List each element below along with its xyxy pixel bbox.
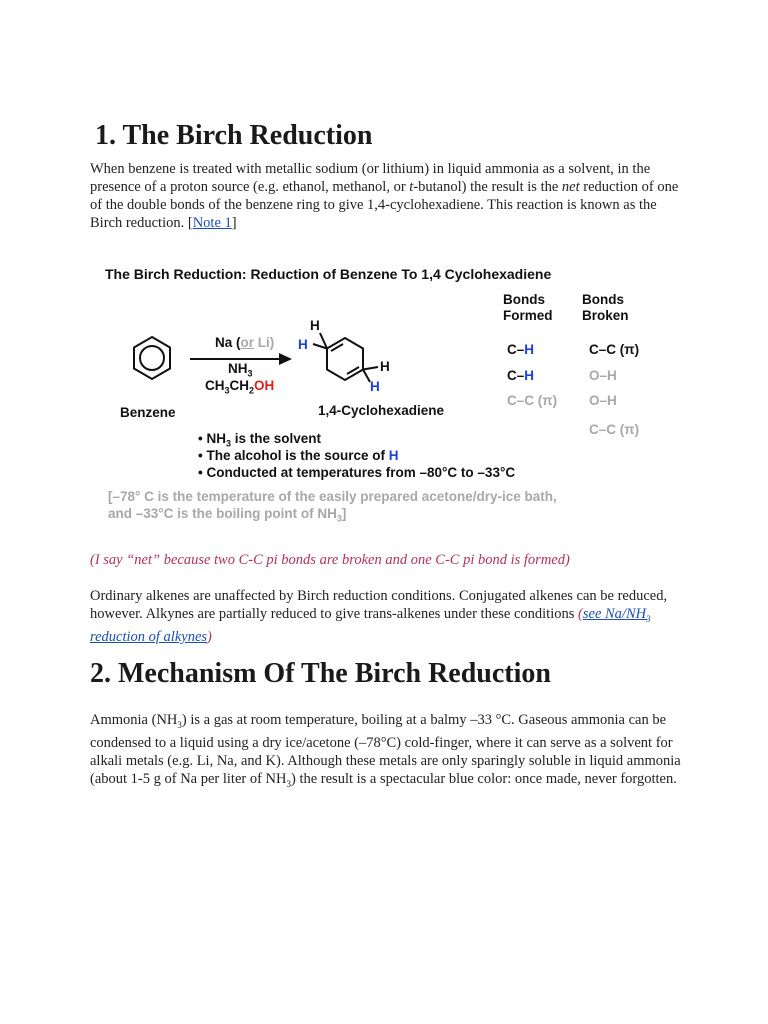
reagent-ethanol: $CH_3CH_2OH$ — [205, 378, 275, 396]
section1-heading: 1. The Birch Reduction — [95, 120, 373, 151]
label-benzene: Benzene — [120, 405, 176, 420]
intro-text-t: t — [409, 179, 414, 195]
bullet-temperature: • Conducted at temperatures from –80°C to –33°C — [198, 465, 516, 480]
bond-broken-4: C–C (π) — [589, 422, 640, 437]
h-atom-top: H — [310, 318, 320, 333]
benzene-structure — [134, 337, 170, 379]
reagent-sodium: Na (or Li) — [215, 335, 275, 350]
bond-formed-3: C–C (π) — [507, 393, 558, 408]
header-bonds-broken-1: Bonds — [582, 292, 624, 307]
bond-broken-2: O–H — [589, 368, 617, 383]
figure-title: The Birch Reduction: Reduction of Benzene To 1,4 Cyclohexadiene — [105, 266, 552, 282]
bullet-solvent: • $NH_3$ is the solvent — [198, 431, 322, 449]
footnote-line-1: [–78° C is the temperature of the easily prepared acetone/dry-ice bath, — [108, 489, 557, 504]
reagent-or: or — [240, 335, 255, 350]
label-cyclohexadiene: 1,4-Cyclohexadiene — [318, 403, 445, 418]
header-bonds-broken-2: Broken — [582, 308, 629, 323]
intro-text-c: reduction of one of the double bonds of the benzene ring to give 1,4-cyclohexadiene. This reaction is known as the Birch reduction. [ — [90, 179, 679, 231]
h-atom-right: H — [380, 359, 390, 374]
intro-paragraph — [90, 160, 690, 232]
intro-text-d: ] — [231, 215, 237, 231]
intro-text-b: -butanol) the result is the — [413, 179, 562, 195]
h-atom-bottom: H — [370, 379, 380, 394]
birch-reduction-figure — [0, 255, 768, 535]
net-note: (I say “net” because two C-C pi bonds are broken and one C-C pi bond is formed) — [90, 552, 570, 568]
h-atom-left: H — [298, 337, 308, 352]
cyclohexadiene-structure — [313, 333, 378, 382]
bullet-proton-source: • The alcohol is the source of H — [198, 448, 399, 463]
bond-formed-2: C–H — [507, 368, 535, 383]
note-1-link[interactable]: Note 1 — [192, 215, 232, 231]
header-bonds-formed-2: Formed — [503, 308, 553, 323]
bond-broken-3: O–H — [589, 393, 617, 408]
reagent-ammonia: $NH_3$ — [228, 361, 253, 379]
reagent-lithium: Li) — [254, 335, 275, 350]
alkenes-paragraph: Ordinary alkenes are unaffected by Birch reduction conditions. Conjugated alkenes can be reduced, however. Alkynes are partially reduced to give trans-alkenes under these conditions (see $Na/NH_3$ reduction of alkynes) — [90, 588, 668, 645]
header-bonds-formed-1: Bonds — [503, 292, 545, 307]
intro-text-a: When benzene is treated with metallic sodium (or lithium) in liquid ammonia as a solvent, in the presence of a proton source (e.g. ethanol, methanol, or — [90, 161, 651, 195]
footnote-line-2: and –33°C is the boiling point of $NH_3$] — [108, 506, 347, 524]
alkyne-reduction-link[interactable]: see $Na/NH_3$ reduction of alkynes — [90, 606, 651, 645]
intro-text-net: net — [561, 179, 580, 195]
bond-formed-1: C–H — [507, 342, 535, 357]
section2-heading: 2. Mechanism Of The Birch Reduction — [90, 658, 551, 689]
mechanism-paragraph: Ammonia $(NH_3)$ is a gas at room temperature, boiling at a balmy –33 °C. Gaseous ammonia can be condensed to a liquid using a dry ice/acetone (–78°C) cold-finger, where it can serve as a solvent for alkali metals (e.g. Li, Na, and K). Although these metals are only sparingly soluble in liquid ammonia (about 1-5 g of Na per liter of $NH_3$) the result is a spectacular blue color: once made, never forgotten. — [90, 712, 681, 789]
bond-broken-1: C–C (π) — [589, 342, 640, 357]
